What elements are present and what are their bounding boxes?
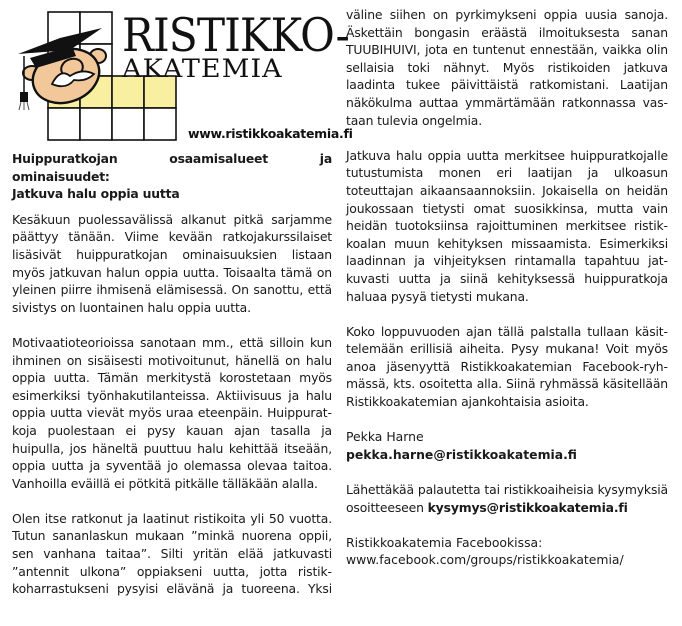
paragraph-5: Koko loppuvuoden ajan tällä palstalla tullaan käsittelemään erillisiä aiheita. Pysy mukana! Voit myös anoa jäsenyyttä Ristikkoakatemian Facebook-ryhmässä, kts. osoitetta alla. Siinä ryhmässä käsitellään Ristikkoakatemian ajankohtaisia asioita.: [346, 323, 668, 410]
author-name: Pekka Harne: [346, 429, 424, 445]
grid-cell: [144, 108, 176, 140]
article-heading: [12, 150, 332, 203]
grid-cell: [48, 108, 80, 140]
logo-title-line2: AKATEMIA: [122, 54, 283, 83]
right-column: [346, 6, 668, 569]
author-email[interactable]: pekka.harne@ristikkoakatemia.fi: [346, 446, 577, 462]
facebook-block: [346, 534, 668, 569]
paragraph-1: Kesäkuun puolessavälissä alkanut pitkä sarjamme päättyy tänään. Viime kevään ratkojakurssilaiset lisäsivät huippuratkojan ominaisuuksien listaan myös jatkuvan halun oppia uutta. Toisaalta tämä on yleinen piirre ihmisenä elämisessä. On sanottu, että sivistys on luontainen halu oppia uutta.: [12, 211, 332, 315]
facebook-url[interactable]: www.facebook.com/groups/ristikkoakatemia/: [346, 552, 624, 568]
facebook-label: Ristikkoakatemia Facebookissa:: [346, 534, 543, 550]
ristikkoakatemia-logo: [10, 6, 353, 146]
logo-url: www.ristikkoakatemia.fi: [188, 126, 353, 141]
heading-line2: Jatkuva halu oppia uutta: [12, 186, 180, 202]
grid-cell: [112, 108, 144, 140]
paragraph-2: Motivaatioteorioissa sanotaan mm., että silloin kun ihminen on sisäisesti motivoitunut, hänellä on halu oppia uutta. Tämän merkitystä korostetaan myös esimerkiksi työnhakutilanteissa. Aktiivisuus ja halu oppia uutta vievät myös uraa eteenpäin. Huippuratkoja puolestaan ei pysy kauan ajan tasalla ja huipulla, jos häneltä puuttuu halu kehittää itseään, oppia uutta ja syventää jo olemassa olevaa taitoa. Vanhoilla eväillä ei pötkitä pitkälle tälläkään alalla.: [12, 334, 332, 491]
feedback-email[interactable]: kysymys@ristikkoakatemia.fi: [427, 499, 628, 515]
paragraph-3-part2: väline siihen on pyrkimykseni oppia uusia sanoja. Äskettäin bongasin eräästä ilmoituksesta sanan TUUBIHUIVI, jota en tuntenut ennestään, vaikka olin sellaisia toki nähnyt. Myös ristikoiden jatkuva laadinta tukee päivittäistä ratkomistani. Laatijan näkökulma auttaa ymmärtämään ratkonnassa vastaan tulevia ongelmia.: [346, 7, 668, 128]
grid-cell: [80, 108, 112, 140]
left-column: [12, 150, 332, 598]
feedback-text: Lähettäkää palautetta tai ristikkoaiheisia kysymyksiä osoitteeseen: [346, 482, 668, 515]
logo-title-line1: RISTIKKO-: [122, 8, 349, 62]
paragraph-4: Jatkuva halu oppia uutta merkitsee huippuratkojalle tutustumista monen eri laatijan ja ulkoasun toteuttajan aikaansaannoksiin. Jokaisella on heidän joukossaan tietysti omat suosikkinsa, mutta vain heidän tuotoksiinsa rajoittuminen merkitsee ristikkoalan muun kehityksen missaamista. Esimerkiksi laadinnan ja vihjeityksen rintamalla tapahtuu jatkuvasti uutta ja siinä kehityksessä huippuratkoja haluaa pysyä tietysti mukana.: [346, 147, 668, 304]
feedback-paragraph: [346, 481, 668, 516]
author-block: [346, 428, 668, 463]
heading-line1: Huippuratkojan osaamisalueet ja ominaisuudet:: [12, 151, 332, 184]
paragraph-3-part1: Olen itse ratkonut ja laatinut ristikoita yli 50 vuotta. Tutun sananlaskun mukaan ”minkä nuorena oppii, sen vanhana taitaa”. Silti yritän elää jatkuvasti ”antennit ulkona” oppiakseni uutta, jotta ristikkoharrastukseni pysyisi elävänä ja tuoreena. Yksi: [12, 510, 332, 597]
